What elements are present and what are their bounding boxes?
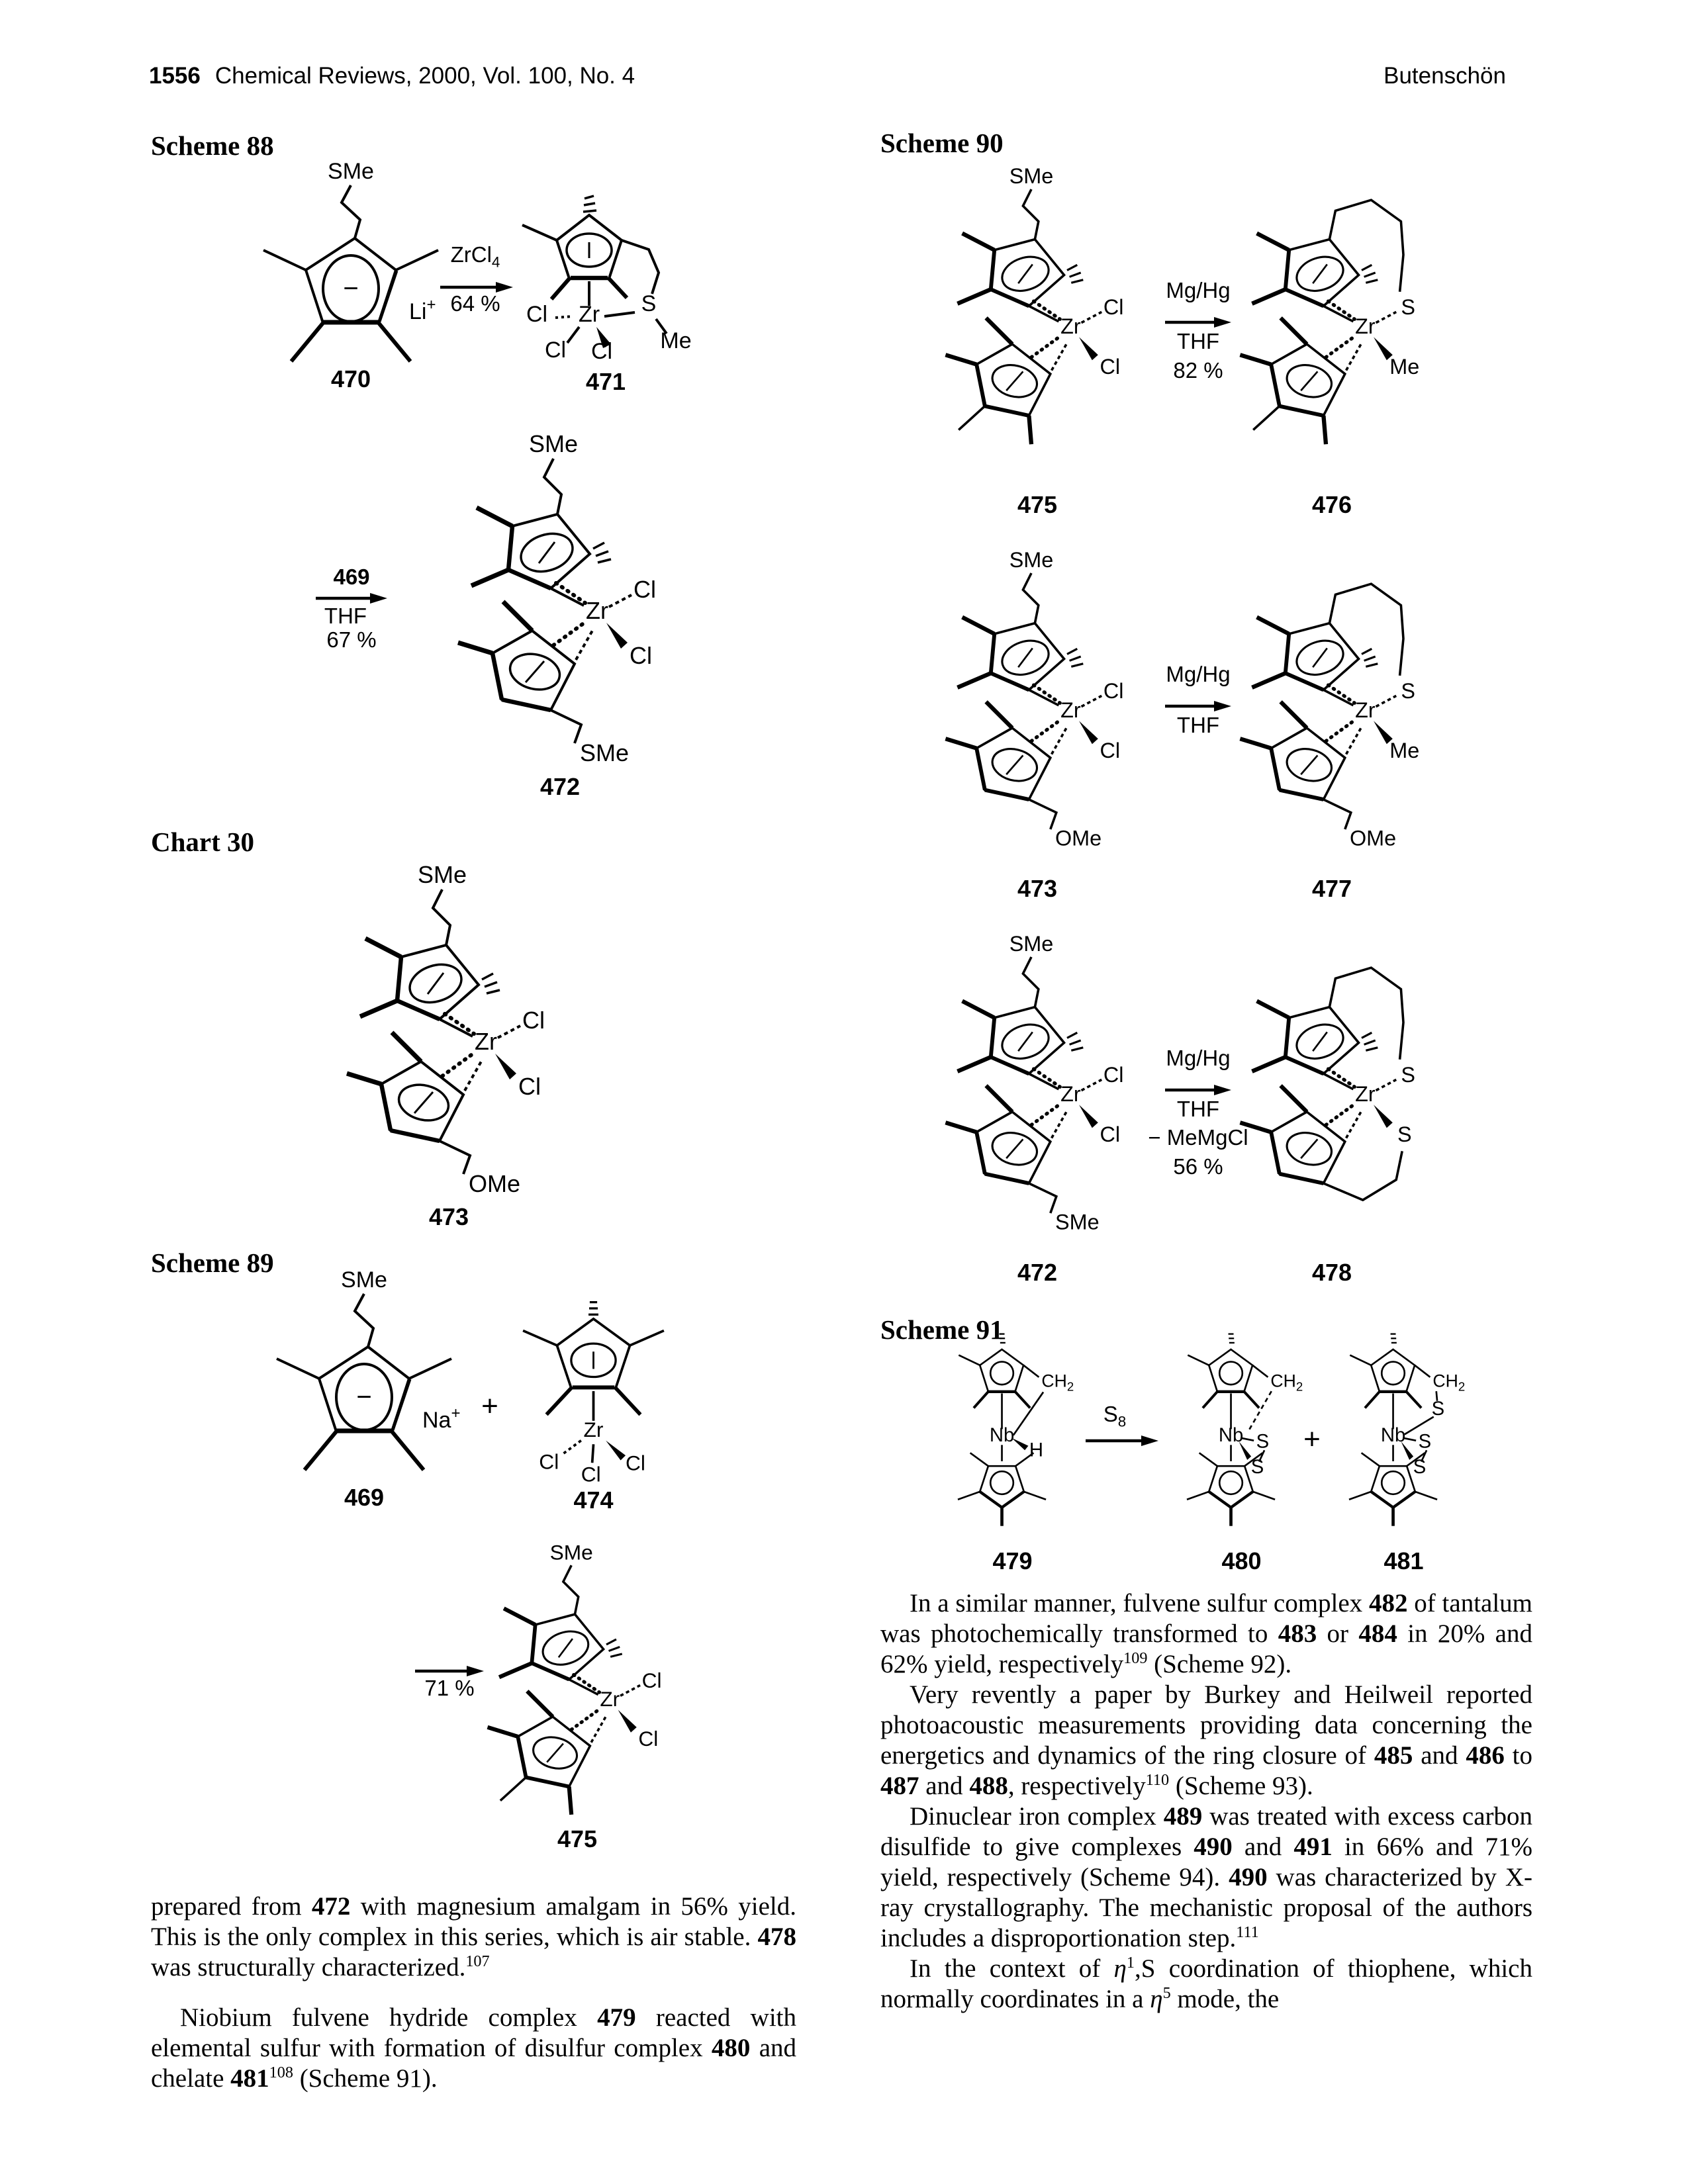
atom-label-sme: SMe (341, 1267, 387, 1293)
running-header-author: Butenschön (1383, 63, 1506, 89)
atom-label-sme: SMe (328, 159, 374, 184)
charge-label: − (343, 274, 359, 303)
atom-label-ch2 (1432, 1371, 1465, 1393)
thioether-chain-top (1023, 189, 1038, 240)
running-header-left (149, 63, 635, 89)
structure-470 (252, 159, 450, 384)
structure-479 (955, 1330, 1074, 1529)
chart-30-heading: Chart 30 (151, 827, 255, 857)
compound-number-475: 475 (557, 1825, 598, 1852)
solvent-thf-r2: THF (1176, 713, 1220, 737)
atom-label-cl2: Cl (1100, 739, 1121, 762)
ch-label: CH (1270, 1371, 1296, 1391)
atom-label-me: Me (1389, 355, 1420, 379)
atom-label-cl1: Cl (1103, 679, 1124, 703)
structure-473 (343, 861, 555, 1197)
journal-citation: Chemical Reviews, 2000, Vol. 100, No. 4 (214, 63, 635, 89)
thioether-chain-bottom (551, 710, 581, 743)
thioether-chain-top (433, 889, 450, 945)
atom-label-cl2: Cl (638, 1727, 659, 1751)
atom-label-cl2: Cl (1100, 1122, 1121, 1146)
page-number: 1556 (149, 63, 201, 89)
reagent-zrcl4-text: ZrCl (450, 242, 492, 267)
plus-sign-s91: + (1303, 1423, 1321, 1455)
atom-label-zr: Zr (583, 1418, 604, 1442)
atom-label-cl2: Cl (544, 338, 567, 363)
structure-475-s90 (942, 165, 1133, 463)
ch-label: CH (1432, 1371, 1458, 1391)
yield-56: 56 % (1173, 1154, 1223, 1179)
atom-label-cl1: Cl (1103, 1063, 1124, 1087)
scheme-88-heading: Scheme 88 (151, 130, 274, 161)
compound-number-480: 480 (1221, 1547, 1262, 1574)
ch-label: CH (1041, 1371, 1067, 1391)
plus-charge: + (426, 296, 436, 314)
li-label: Li (409, 299, 427, 324)
compound-number-477: 477 (1311, 875, 1352, 902)
paragraph: Very revently a paper by Burkey and Heilweil reported photoacoustic measurements providing data concerning the energetics and dynamics of the ring closure of 485 and 486 to 487 and 488, respectively$^{110}$ (Scheme 93). (880, 1680, 1533, 1800)
atom-label-s: S (1401, 295, 1416, 319)
atom-label-sme-top: SMe (1009, 164, 1054, 188)
paragraph: Niobium fulvene hydride complex 479 reacted with elemental sulfur with formation of disulfur complex 480 and chelate $481^{108}$ (Scheme 91). (151, 2003, 796, 2093)
cp-ring (263, 185, 438, 361)
compound-number-474: 474 (573, 1486, 614, 1514)
paragraph: In the context of $\eta^1,S$ coordination of thiophene, which normally coordinates in a $\eta^5$ mode, the (880, 1954, 1532, 2013)
atom-label-s1: S (1401, 1063, 1416, 1087)
atom-label-cl1: Cl (633, 576, 656, 603)
plus-charge: + (451, 1404, 461, 1422)
atom-label-zr: Zr (1060, 1081, 1081, 1106)
solvent-thf-r1: THF (1176, 329, 1220, 353)
compound-number-478: 478 (1311, 1259, 1352, 1286)
cp-ring (277, 1294, 451, 1470)
atom-label-cl2: Cl (518, 1073, 541, 1100)
compound-number-472-s90: 472 (1017, 1259, 1058, 1286)
reaction-arrow-s91 (1086, 1434, 1158, 1447)
reagent-zrcl4-sub: 4 (491, 253, 500, 271)
thioether-chain-bottom (1029, 1183, 1056, 1213)
thioether-chain-top (544, 459, 561, 514)
reagent-469-ref: 469 (333, 565, 370, 589)
solvent-thf-r3: THF (1176, 1097, 1220, 1121)
atom-label-s2: S (1250, 1456, 1264, 1478)
atom-label-zr: Zr (1060, 698, 1081, 722)
atom-label-me: Me (660, 328, 692, 353)
structure-471 (513, 193, 698, 365)
atom-label-cl3: Cl (590, 339, 613, 364)
atom-label-cl1: Cl (526, 302, 548, 327)
charge-label: − (356, 1383, 372, 1412)
atom-label-zr: Zr (1355, 314, 1376, 338)
atom-label-zr: Zr (586, 597, 608, 624)
structure-480 (1184, 1330, 1303, 1529)
s8-main: S (1103, 1402, 1118, 1426)
compound-number-475-s90: 475 (1017, 491, 1058, 518)
atom-label-cl2: Cl (581, 1462, 601, 1486)
compound-number-471: 471 (585, 368, 626, 395)
structure-469 (265, 1267, 463, 1492)
paragraph: Dinuclear iron complex 489 was treated with excess carbon disulfide to give complexes 490 and 491 in 66% and 71% yield, respectively (Scheme 94). 490 was characterized by X-ray crystallography. The mechanistic proposal of the authors includes a disproportionation step.$^{111}$ (880, 1802, 1533, 1952)
atom-label-cl2: Cl (630, 642, 652, 669)
atom-label-zr: Zr (1355, 698, 1376, 722)
atom-label-s2: S (1397, 1122, 1412, 1146)
reaction-arrow-s88r2 (316, 592, 387, 605)
ether-chain-bottom (440, 1141, 470, 1174)
structure-474 (513, 1298, 674, 1484)
compound-number-479: 479 (992, 1547, 1033, 1574)
ether-chain-bottom (1029, 799, 1056, 829)
atom-label-me: Me (1389, 739, 1420, 762)
yield-82: 82 % (1173, 358, 1223, 383)
atom-label-sme-bottom: SMe (1055, 1210, 1100, 1234)
structure-473-s90 (942, 548, 1133, 850)
atom-label-ch2 (1041, 1371, 1074, 1393)
structure-481 (1346, 1330, 1466, 1529)
compound-number-481: 481 (1383, 1547, 1424, 1574)
ch2-sub: 2 (1066, 1379, 1074, 1394)
compound-number-470: 470 (330, 365, 371, 392)
atom-label-ome-bottom: OMe (1055, 826, 1102, 850)
paragraph: In a similar manner, fulvene sulfur complex 482 of tantalum was photochemically transformed to 483 or 484 in 20% and 62% yield, respectively$^{109}$ (Scheme 92). (880, 1589, 1533, 1678)
na-label: Na (422, 1408, 451, 1433)
reagent-mghg-r1: Mg/Hg (1166, 278, 1231, 302)
atom-label-nb: Nb (989, 1424, 1015, 1446)
structure-475 (484, 1542, 671, 1833)
thioether-chain-top (563, 1565, 579, 1614)
atom-label-sme-top: SMe (528, 430, 579, 457)
reagent-s8 (1075, 1402, 1154, 1431)
atom-label-counterion (422, 1404, 460, 1433)
solvent-thf-s88: THF (324, 604, 367, 628)
atom-label-sme-top: SMe (417, 861, 467, 888)
atom-label-zr: Zr (1355, 1081, 1376, 1106)
atom-label-cl1: Cl (522, 1007, 545, 1034)
atom-label-zr: Zr (578, 302, 600, 327)
left-column-text (151, 1891, 796, 2094)
atom-label-sme-top: SMe (549, 1540, 593, 1565)
atom-label-s: S (641, 291, 657, 316)
compound-number-469: 469 (344, 1484, 385, 1511)
atom-label-ch2 (1270, 1371, 1303, 1393)
compound-number-473-s90: 473 (1017, 875, 1058, 902)
reagent-mghg-r3: Mg/Hg (1166, 1046, 1231, 1070)
yield-71: 71 % (424, 1676, 475, 1700)
atom-label-ome-bottom: OMe (469, 1170, 521, 1197)
atom-label-sme-top: SMe (1009, 932, 1054, 956)
thioether-chain-top (1023, 957, 1038, 1007)
atom-label-cl1: Cl (641, 1668, 662, 1692)
atom-label-s: S (1401, 679, 1416, 703)
atom-label-cl1: Cl (539, 1449, 559, 1474)
atom-label-s1: S (1256, 1431, 1270, 1453)
atom-label-h: H (1029, 1439, 1044, 1461)
paragraph: prepared from 472 with magnesium amalgam in 56% yield. This is the only complex in this series, which is air stable. 478 was structurally characterized.$^{107}$ (151, 1892, 796, 1981)
reaction-arrow-s90r2 (1165, 700, 1231, 713)
structure-476 (1237, 165, 1427, 463)
reaction-arrow-s90r3 (1165, 1083, 1231, 1097)
atom-label-s1: S (1431, 1398, 1445, 1420)
scheme-90-heading: Scheme 90 (880, 128, 1004, 158)
ether-chain-bottom (1323, 799, 1350, 829)
structure-477 (1237, 549, 1427, 850)
atom-label-sme-top: SMe (1009, 548, 1054, 572)
atom-label-zr: Zr (475, 1028, 497, 1055)
atom-label-cl3: Cl (625, 1451, 645, 1475)
atom-label-ome-bottom: OMe (1350, 826, 1397, 850)
byproduct-memgcl: − MeMgCl (1148, 1125, 1248, 1150)
atom-label-zr: Zr (600, 1687, 620, 1711)
yield-67: 67 % (326, 627, 377, 652)
atom-label-nb: Nb (1218, 1424, 1244, 1446)
atom-label-zr: Zr (1060, 314, 1081, 338)
thioether-chain-top (1023, 573, 1038, 623)
scheme-89-heading: Scheme 89 (151, 1248, 274, 1278)
compound-number-472: 472 (539, 773, 581, 800)
atom-label-s3: S (1413, 1456, 1427, 1478)
structure-478 (1237, 933, 1427, 1231)
atom-label-sme-bottom: SMe (580, 739, 630, 766)
atom-label-nb: Nb (1380, 1424, 1406, 1446)
reagent-zrcl4 (422, 242, 528, 271)
right-column-text (880, 1588, 1532, 2015)
ch2-sub: 2 (1295, 1379, 1303, 1394)
structure-472-s90 (942, 932, 1133, 1234)
atom-label-cl2: Cl (1100, 355, 1121, 379)
plus-sign-s89: + (481, 1390, 498, 1422)
compound-number-473: 473 (428, 1203, 469, 1230)
ch2-sub: 2 (1458, 1379, 1466, 1394)
structure-472 (454, 430, 666, 766)
atom-label-s2: S (1418, 1431, 1432, 1453)
s8-sub: 8 (1117, 1413, 1127, 1430)
atom-label-cl1: Cl (1103, 295, 1124, 319)
scheme-91-heading: Scheme 91 (880, 1314, 1004, 1345)
reaction-arrow-s90r1 (1165, 316, 1231, 329)
reagent-mghg-r2: Mg/Hg (1166, 662, 1231, 686)
compound-number-476: 476 (1311, 491, 1352, 518)
yield-64: 64 % (450, 291, 500, 316)
